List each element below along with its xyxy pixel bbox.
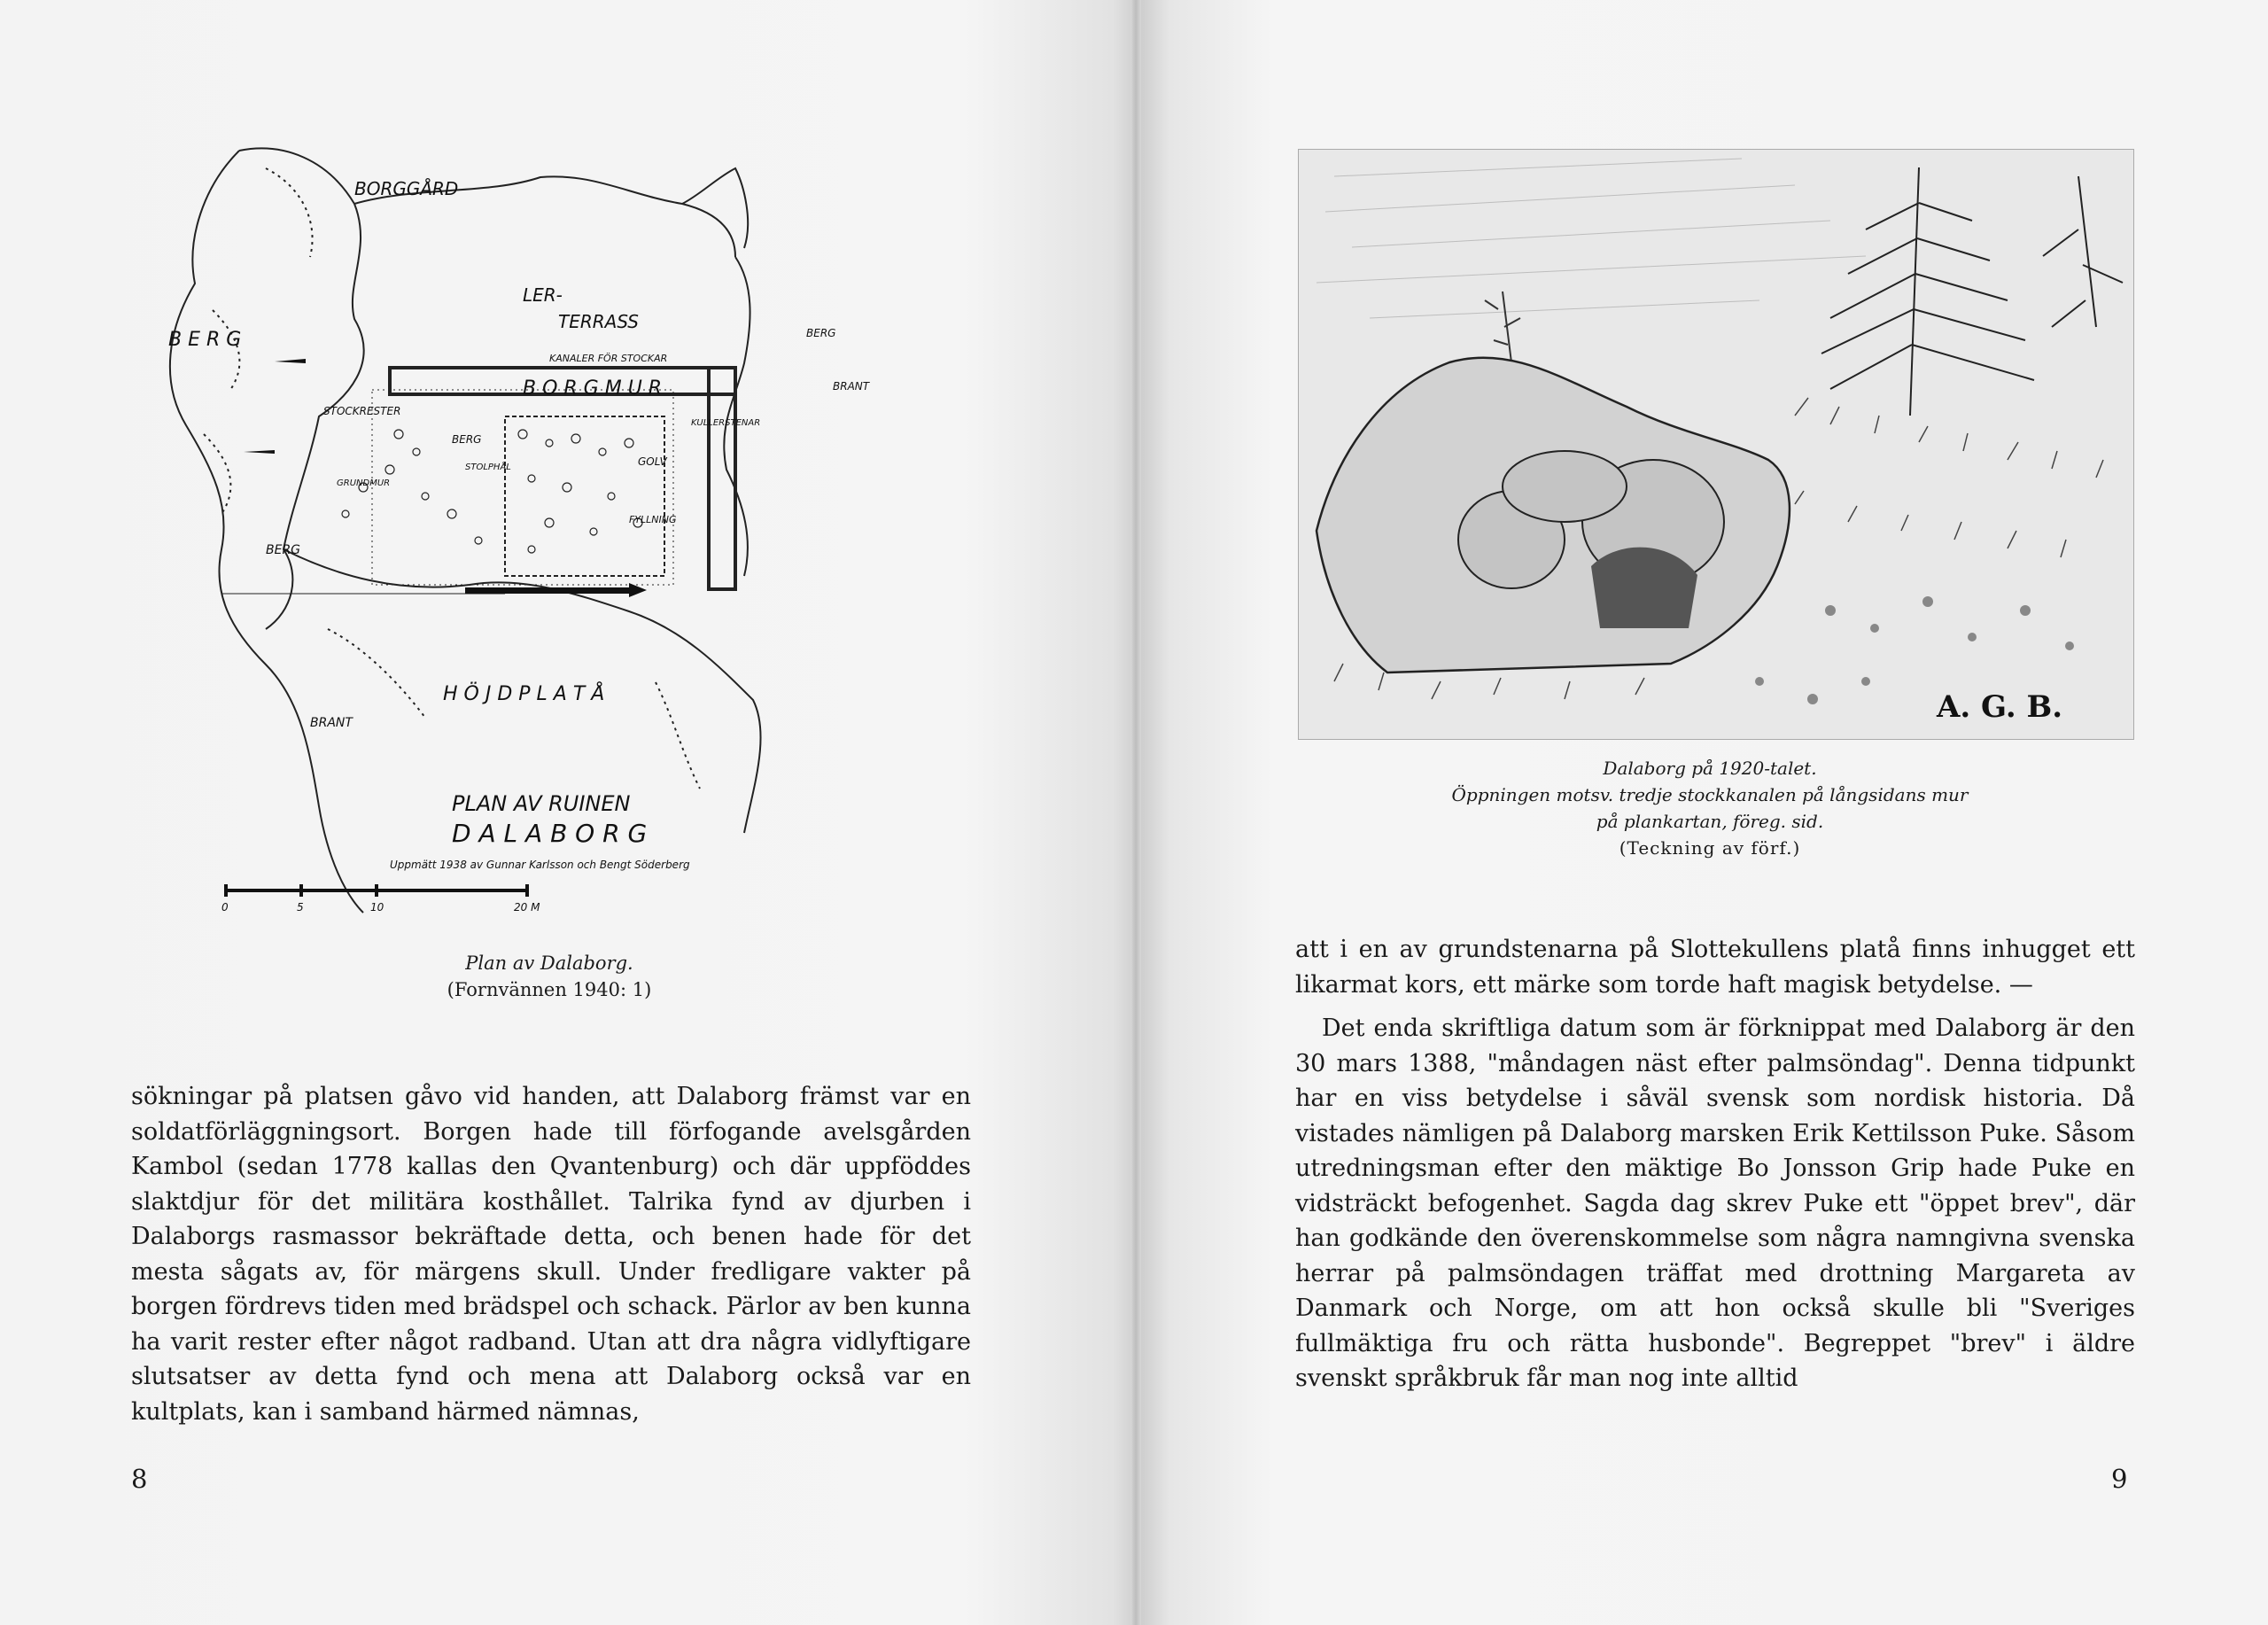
- label-scale-0: 0: [221, 901, 229, 914]
- left-body-text: sökningar på platsen gåvo vid handen, att Dalaborg främst var en soldatförläggningsort. Borgen hade till förfogande avelsgården Kambol (sedan 1778 kallas den Qvantenburg) och där uppföddes slaktdjur för det militära kosthållet. Talrika fynd av djurben i Dalaborgs rasmassor bekräftade detta, och benen hade för det mesta sågats av, för märgens skull. Under fredligare vakter på borgen fördrevs tiden med brädspel och schack. Pärlor av ben kunna ha varit rester efter något radband. Utan att dra några vidlyftigare slutsatser av detta fynd och mena att Dalaborg också var en kultplats, kan i samband härmed nämnas,: [131, 1083, 971, 1426]
- drawing-sketch: [1299, 150, 2133, 739]
- label-scale-20: 20 M: [514, 901, 540, 914]
- label-berg-inner: BERG: [452, 433, 482, 446]
- label-borggard: BORGGÅRD: [354, 178, 459, 199]
- label-fyllning: FYLLNING: [629, 514, 677, 525]
- page-number-right: 9: [2111, 1464, 2128, 1494]
- label-borgmur: B O R G M U R: [523, 377, 663, 400]
- book-gutter: [1130, 0, 1141, 1625]
- map-caption-source: (Fornvännen 1940: 1): [447, 979, 652, 1000]
- label-grundmur: GRUNDMUR: [337, 478, 391, 488]
- label-berg-small-top: BERG: [806, 327, 836, 339]
- label-scale-10: 10: [370, 901, 384, 914]
- label-berg-big: B E R G: [168, 329, 242, 351]
- label-plan-title-2: D A L A B O R G: [452, 819, 648, 848]
- map-drawing: [133, 133, 983, 930]
- drawing-caption-line1: Dalaborg på 1920-talet.: [1603, 758, 1817, 779]
- page-number-left: 8: [131, 1464, 148, 1494]
- label-kullerstenar: KULLERSTENAR: [691, 418, 761, 428]
- label-plan-title-1: PLAN AV RUINEN: [452, 791, 631, 816]
- label-credit: Uppmätt 1938 av Gunnar Karlsson och Bengt Söderberg: [390, 859, 690, 871]
- right-paragraph-1: att i en av grundstenarna på Slottekullens platå finns inhugget ett likarmat kors, ett märke som torde haft magisk betydelse. —: [1295, 936, 2135, 999]
- label-brant-lower: BRANT: [310, 716, 353, 730]
- ruin-plan-map: [133, 133, 983, 930]
- label-stolphal: STOLPHÅL: [465, 463, 511, 472]
- label-hojdplata: H Ö J D P L A T Å: [443, 683, 605, 705]
- drawing-signature: A. G. B.: [1937, 689, 2063, 725]
- drawing-caption: [1329, 755, 2091, 861]
- map-caption: [328, 950, 771, 1003]
- label-golv: GOLV: [638, 455, 667, 468]
- label-ler: LER-: [523, 284, 563, 306]
- label-kanaler: KANALER FÖR STOCKAR: [549, 353, 668, 364]
- label-berg-lower: BERG: [266, 543, 301, 557]
- drawing-caption-line3: på plankartan, föreg. sid.: [1596, 811, 1824, 832]
- label-terrass: TERRASS: [558, 311, 640, 332]
- right-body-text: [1295, 932, 2135, 1396]
- right-paragraph-2: Det enda skriftliga datum som är förknippat med Dalaborg är den 30 mars 1388, "måndagen näst efter palmsöndag". Denna tidpunkt har en viss betydelse i såväl svensk som nordisk historia. Då vistades nämligen på Dalaborg marsken Erik Kettilsson Puke. Såsom utredningsman efter den mäktige Bo Jonsson Grip hade Puke en vidsträckt befogenhet. Sagda dag skrev Puke ett "öppet brev", där han godkände den överenskommelse som några namngivna svenska herrar på palmsöndagen träffat med drottning Margareta av Danmark och Norge, om att hon också skulle bli "Sveriges fullmäktiga fru och rätta husbonde". Begreppet "brev" i äldre svenskt språkbruk får man nog inte alltid: [1295, 1015, 2135, 1392]
- label-scale-5: 5: [297, 901, 304, 914]
- label-stockrester: STOCKRESTER: [323, 405, 401, 417]
- dalaborg-drawing: [1298, 149, 2134, 740]
- drawing-caption-line4: (Teckning av förf.): [1619, 837, 1801, 859]
- map-caption-title: Plan av Dalaborg.: [465, 952, 633, 974]
- label-brant-top: BRANT: [833, 380, 870, 393]
- drawing-caption-line2: Öppningen motsv. tredje stockkanalen på långsidans mur: [1451, 784, 1969, 805]
